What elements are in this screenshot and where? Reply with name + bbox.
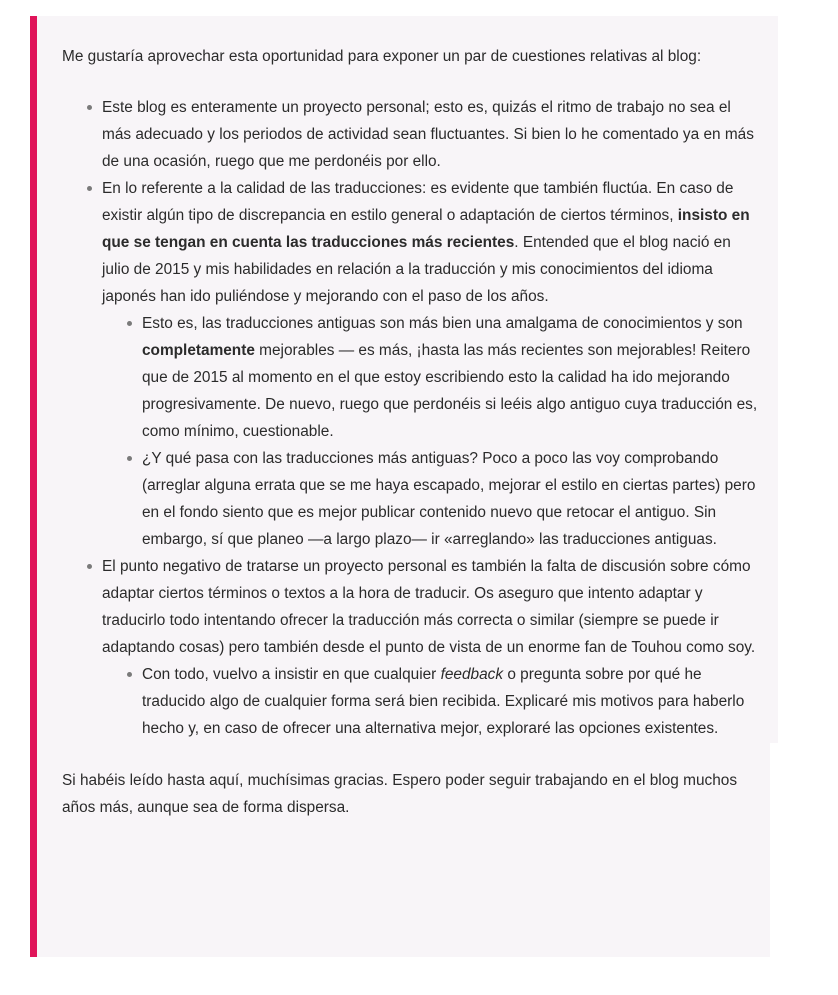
sub-list-item: [142, 661, 762, 742]
panel-edge-gap: [770, 743, 778, 957]
list-item-text: Este blog es enteramente un proyecto personal; esto es, quizás el ritmo de trabajo no sea el más adecuado y los periodos de actividad sean fluctuantes. Si bien lo he comentado ya en más de una ocasión, ruego que me perdonéis por ello.: [102, 99, 754, 170]
sub-bullet-list: [102, 661, 762, 742]
sub-list-item: [142, 310, 762, 445]
list-item: [102, 553, 762, 742]
intro-paragraph: Me gustaría aprovechar esta oportunidad para exponer un par de cuestiones relativas al blog:: [62, 48, 702, 65]
list-item-text: El punto negativo de tratarse un proyecto personal es también la falta de discusión sobre cómo adaptar ciertos términos o textos a la hora de traducir. Os aseguro que intento adaptar y traducirlo todo intentando ofrecer la traducción más correcta o similar (siempre se puede ir adaptando cosas) pero también desde el punto de vista de un enorme fan de Touhou como soy.: [102, 558, 756, 656]
list-item: [102, 94, 762, 175]
list-item: [102, 175, 762, 553]
list-item-text: ¿Y qué pasa con las traducciones más antiguas? Poco a poco las voy comprobando (arreglar alguna errata que se me haya escapado, mejorar el estilo en ciertas partes) pero en el fondo siento que es mejor publicar contenido nuevo que retocar el antiguo. Sin embargo, sí que planeo —a largo plazo— ir «arreglando» las traducciones antiguas.: [142, 450, 756, 548]
note-content: [62, 43, 762, 821]
italic-text: feedback: [440, 666, 504, 683]
list-item-text: Con todo, vuelvo a insistir en que cualquier: [142, 666, 441, 683]
emphasis-text: completamente: [142, 342, 255, 359]
bullet-list: [62, 94, 762, 742]
list-item-text: . Entended que el blog nació en julio de 2015 y mis habilidades en relación a la traducción y mis conocimientos del idioma japonés han ido puliéndose y mejorando con el paso de los años.: [102, 234, 731, 305]
list-item-text: En lo referente a la calidad de las traducciones: es evidente que también fluctúa. En caso de existir algún tipo de discrepancia en estilo general o adaptación de ciertos términos,: [102, 180, 734, 224]
sub-bullet-list: [102, 310, 762, 553]
list-item-text: o pregunta sobre por qué he traducido algo de cualquier forma será bien recibida. Explicaré mis motivos para haberlo hecho y, en caso de ofrecer una alternativa mejor, exploraré las opciones existentes.: [142, 666, 745, 737]
emphasis-text: insisto en que se tengan en cuenta las traducciones más recientes: [102, 207, 750, 251]
list-item-text: Esto es, las traducciones antiguas son más bien una amalgama de conocimientos y son: [142, 315, 743, 332]
sub-list-item: [142, 445, 762, 553]
list-item-text: mejorables — es más, ¡hasta las más recientes son mejorables! Reitero que de 2015 al momento en el que estoy escribiendo esto la calidad ha ido mejorando progresivamente. De nuevo, ruego que perdonéis si leéis algo antiguo cuya traducción es, como mínimo, cuestionable.: [142, 342, 758, 440]
closing-paragraph: Si habéis leído hasta aquí, muchísimas gracias. Espero poder seguir trabajando en el blog muchos años más, aunque sea de forma dispersa.: [62, 772, 738, 816]
